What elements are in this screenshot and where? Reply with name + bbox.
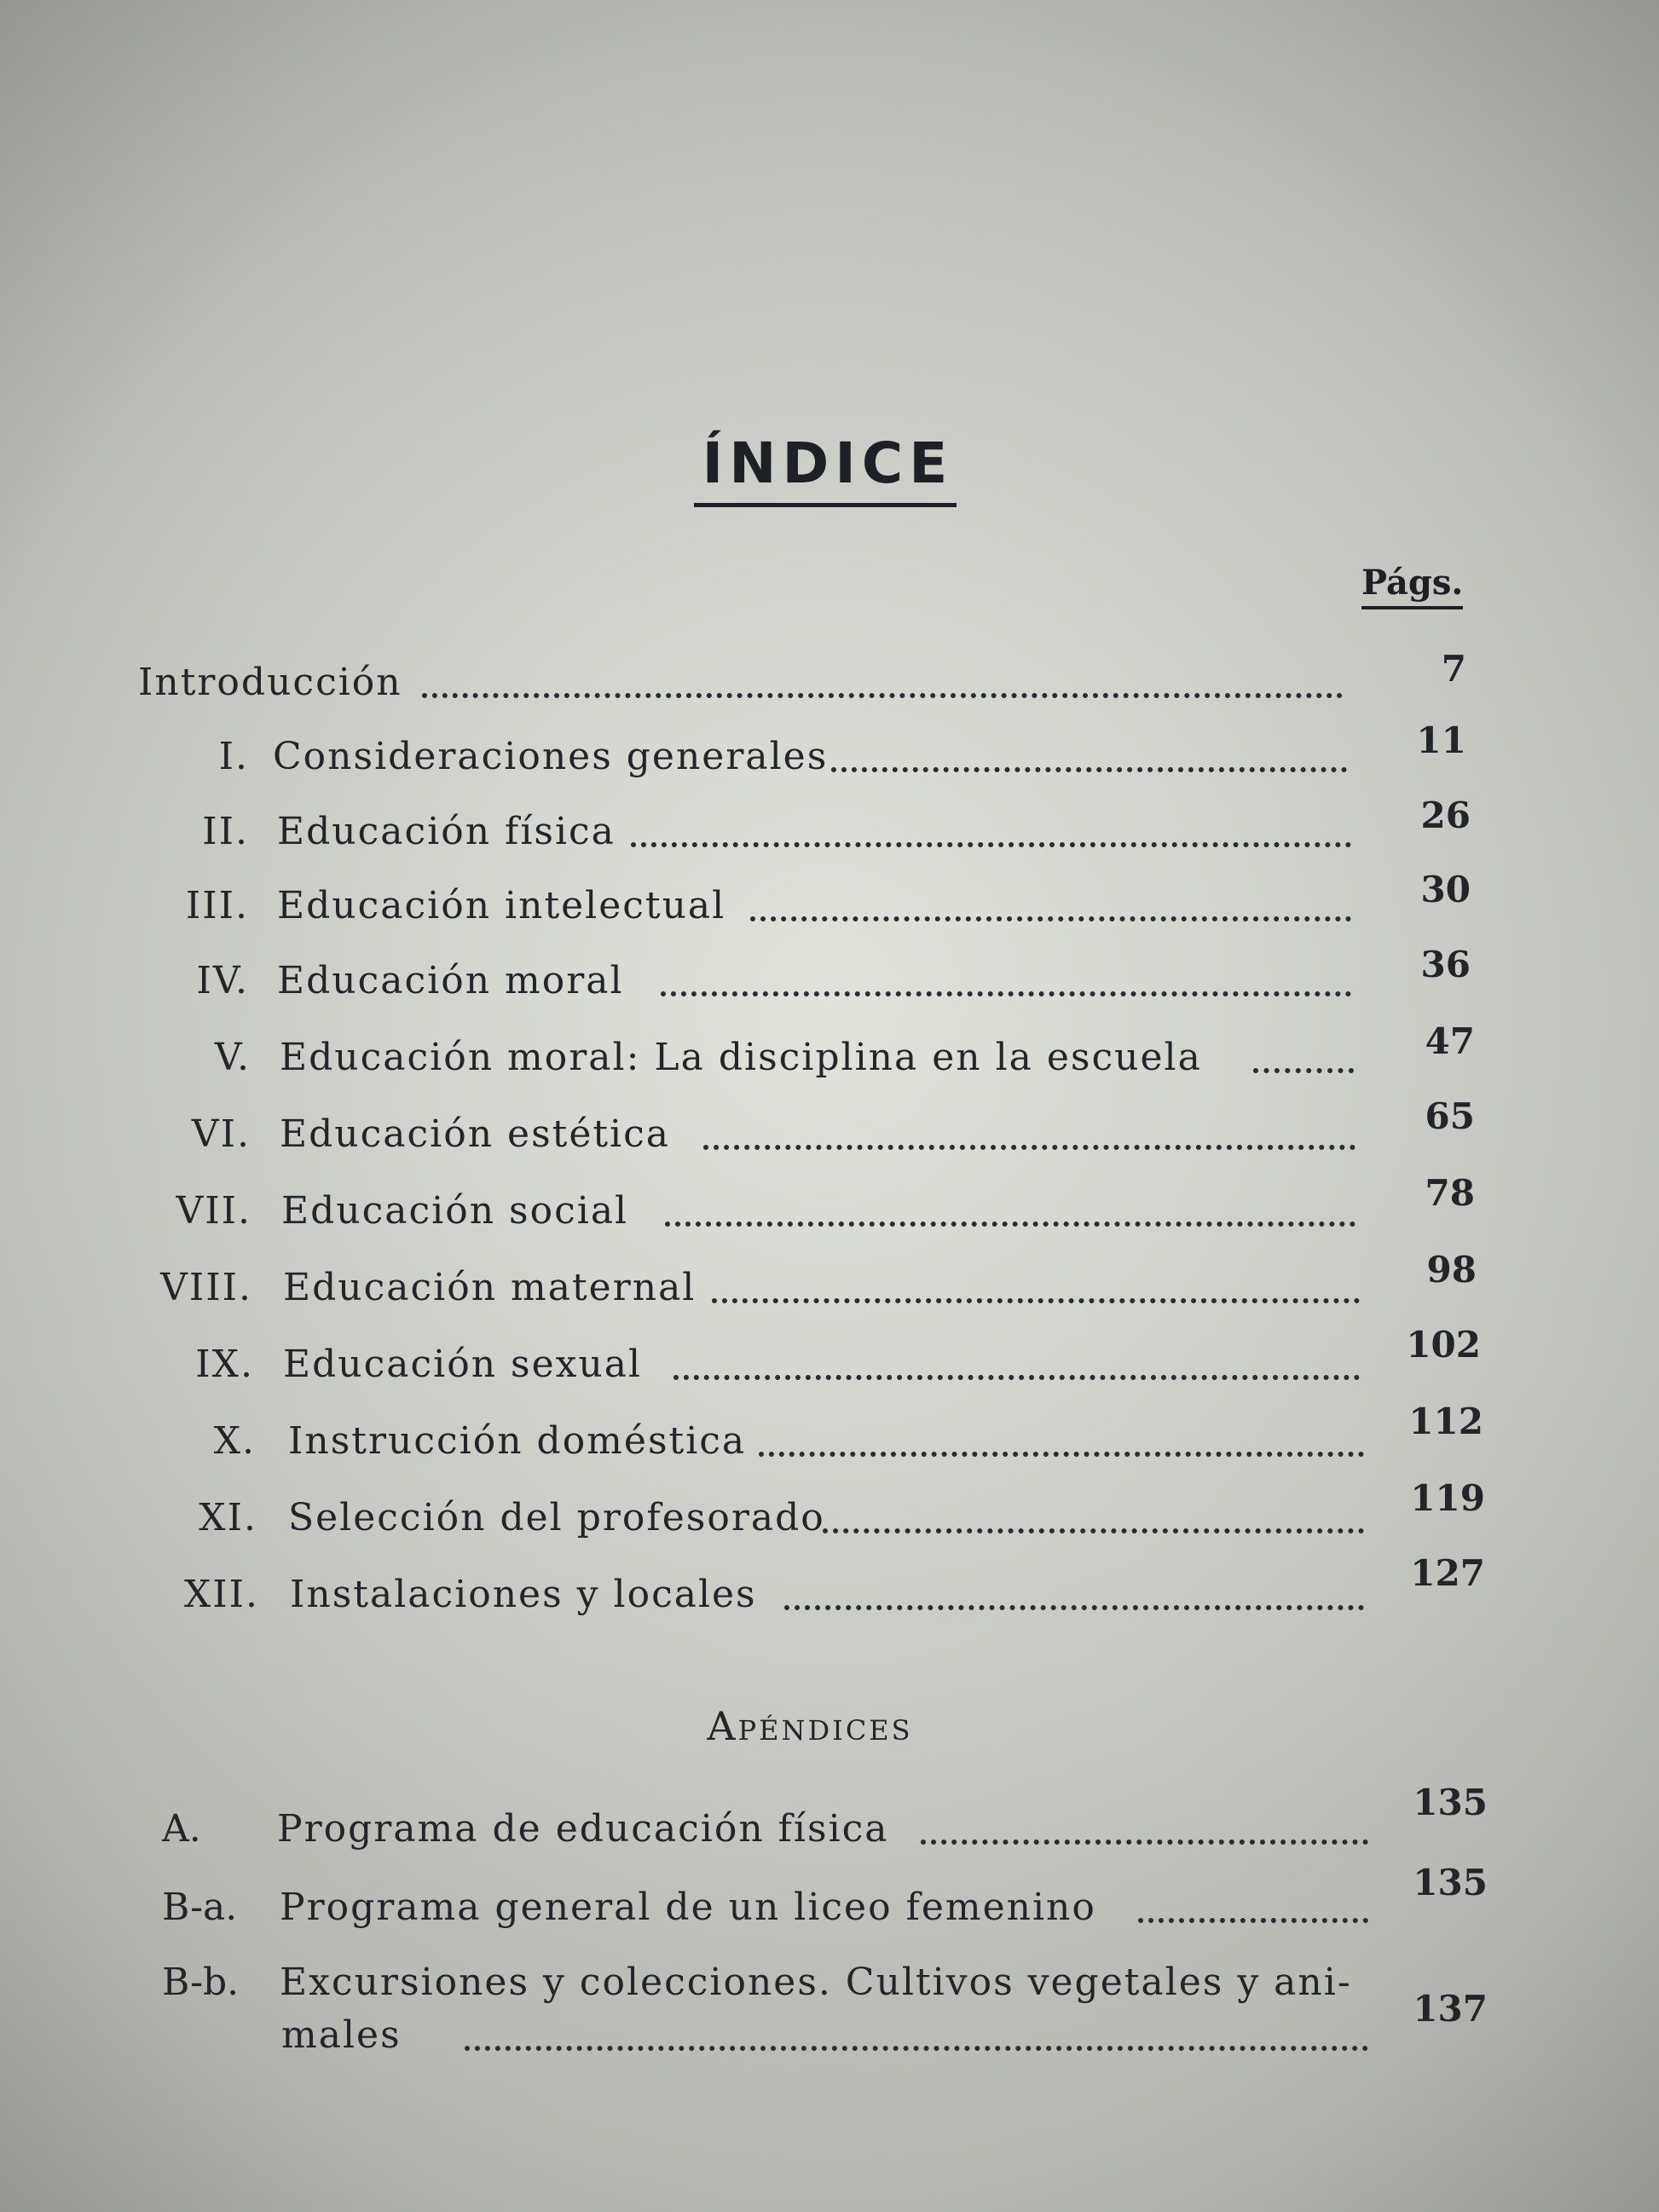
dot-leader xyxy=(422,693,1343,698)
chapter-number: II. xyxy=(202,810,249,853)
entry-title: Selección del profesorado xyxy=(288,1496,825,1539)
dot-leader xyxy=(784,1605,1364,1610)
entry-page: 137 xyxy=(1413,1988,1488,2030)
dot-leader xyxy=(921,1839,1368,1845)
chapter-number: III. xyxy=(185,884,249,927)
entry-page: 135 xyxy=(1413,1782,1488,1823)
entry-title: Educación sexual xyxy=(283,1343,643,1386)
entry-page: 26 xyxy=(1420,794,1471,836)
toc-entry-chapter xyxy=(0,1249,1659,1317)
chapter-number: XII. xyxy=(183,1573,259,1616)
entry-page: 47 xyxy=(1425,1020,1475,1062)
entry-page: 65 xyxy=(1425,1095,1475,1137)
chapter-number: X. xyxy=(213,1419,256,1463)
toc-entry-chapter xyxy=(0,719,1659,786)
toc-entry-chapter xyxy=(0,1324,1659,1394)
dot-leader xyxy=(750,916,1351,921)
entry-title: Programa de educación física xyxy=(277,1807,889,1851)
toc-entry-chapter xyxy=(0,1020,1659,1087)
toc-entry-chapter xyxy=(0,869,1659,935)
dot-leader xyxy=(1253,1068,1354,1073)
entry-title: Instrucción doméstica xyxy=(288,1419,747,1463)
page-title: ÍNDICE xyxy=(0,430,1659,507)
dot-leader xyxy=(465,2046,1368,2051)
chapter-number: VIII. xyxy=(160,1266,252,1309)
entry-title: Educación moral: La disciplina en la escuela xyxy=(280,1036,1202,1079)
entry-title: Consideraciones generales xyxy=(273,735,829,778)
toc-entry-chapter xyxy=(0,1172,1659,1240)
entry-page: 127 xyxy=(1410,1552,1485,1594)
entry-title: Educación física xyxy=(277,810,616,853)
entry-title: Educación intelectual xyxy=(277,884,726,927)
entry-title: Introducción xyxy=(138,661,402,704)
appendix-code: A. xyxy=(162,1807,201,1851)
dot-leader xyxy=(703,1145,1356,1150)
toc-entry-chapter xyxy=(0,1401,1659,1470)
entry-page: 98 xyxy=(1426,1249,1477,1291)
dot-leader xyxy=(631,842,1351,847)
appendices-heading: Apéndices xyxy=(707,1703,913,1749)
entry-page: 119 xyxy=(1410,1477,1485,1519)
entry-title-continuation: males xyxy=(281,2013,402,2057)
dot-leader xyxy=(823,1528,1364,1533)
chapter-number: I. xyxy=(218,735,249,778)
dot-leader xyxy=(1138,1918,1368,1923)
dot-leader xyxy=(661,991,1351,996)
chapter-number: IV. xyxy=(196,959,249,1002)
dot-leader xyxy=(712,1298,1360,1303)
entry-page: 30 xyxy=(1420,869,1471,910)
chapter-number: XI. xyxy=(199,1496,257,1539)
entry-title: Programa general de un liceo femenino xyxy=(280,1886,1096,1929)
dot-leader xyxy=(759,1452,1364,1457)
entry-page: 11 xyxy=(1416,719,1466,761)
entry-page: 112 xyxy=(1408,1401,1483,1442)
chapter-number: IX. xyxy=(195,1343,254,1386)
toc-entry-introduction xyxy=(0,648,1659,712)
entry-page: 102 xyxy=(1406,1324,1481,1366)
toc-entry-chapter xyxy=(0,944,1659,1010)
toc-entry-chapter xyxy=(0,1477,1659,1547)
entry-title: Educación social xyxy=(281,1189,629,1233)
entry-page: 78 xyxy=(1425,1172,1475,1214)
entry-title: Educación moral xyxy=(277,959,624,1002)
pages-column-header: Págs. xyxy=(1361,563,1463,609)
entry-title: Educación maternal xyxy=(283,1266,697,1309)
entry-title: Instalaciones y locales xyxy=(290,1573,757,1616)
chapter-number: V. xyxy=(214,1036,251,1079)
dot-leader xyxy=(831,767,1347,772)
entry-page: 135 xyxy=(1413,1862,1488,1903)
chapter-number: VII. xyxy=(176,1189,251,1233)
entry-title: Excursiones y colecciones. Cultivos vegetales y ani- xyxy=(280,1961,1352,2004)
entry-page: 36 xyxy=(1420,944,1471,985)
appendix-code: B-b. xyxy=(162,1961,240,2004)
dot-leader xyxy=(665,1222,1356,1227)
toc-entry-appendix-continuation xyxy=(0,1988,1659,2065)
dot-leader xyxy=(673,1375,1360,1380)
toc-entry-appendix xyxy=(0,1862,1659,1937)
toc-entry-appendix xyxy=(0,1782,1659,1858)
toc-entry-chapter xyxy=(0,1552,1659,1624)
chapter-number: VI. xyxy=(191,1112,251,1156)
toc-entry-chapter xyxy=(0,1095,1659,1164)
entry-page: 7 xyxy=(1441,648,1466,690)
entry-title: Educación estética xyxy=(280,1112,670,1156)
toc-entry-chapter xyxy=(0,794,1659,861)
appendix-code: B-a. xyxy=(162,1886,238,1929)
